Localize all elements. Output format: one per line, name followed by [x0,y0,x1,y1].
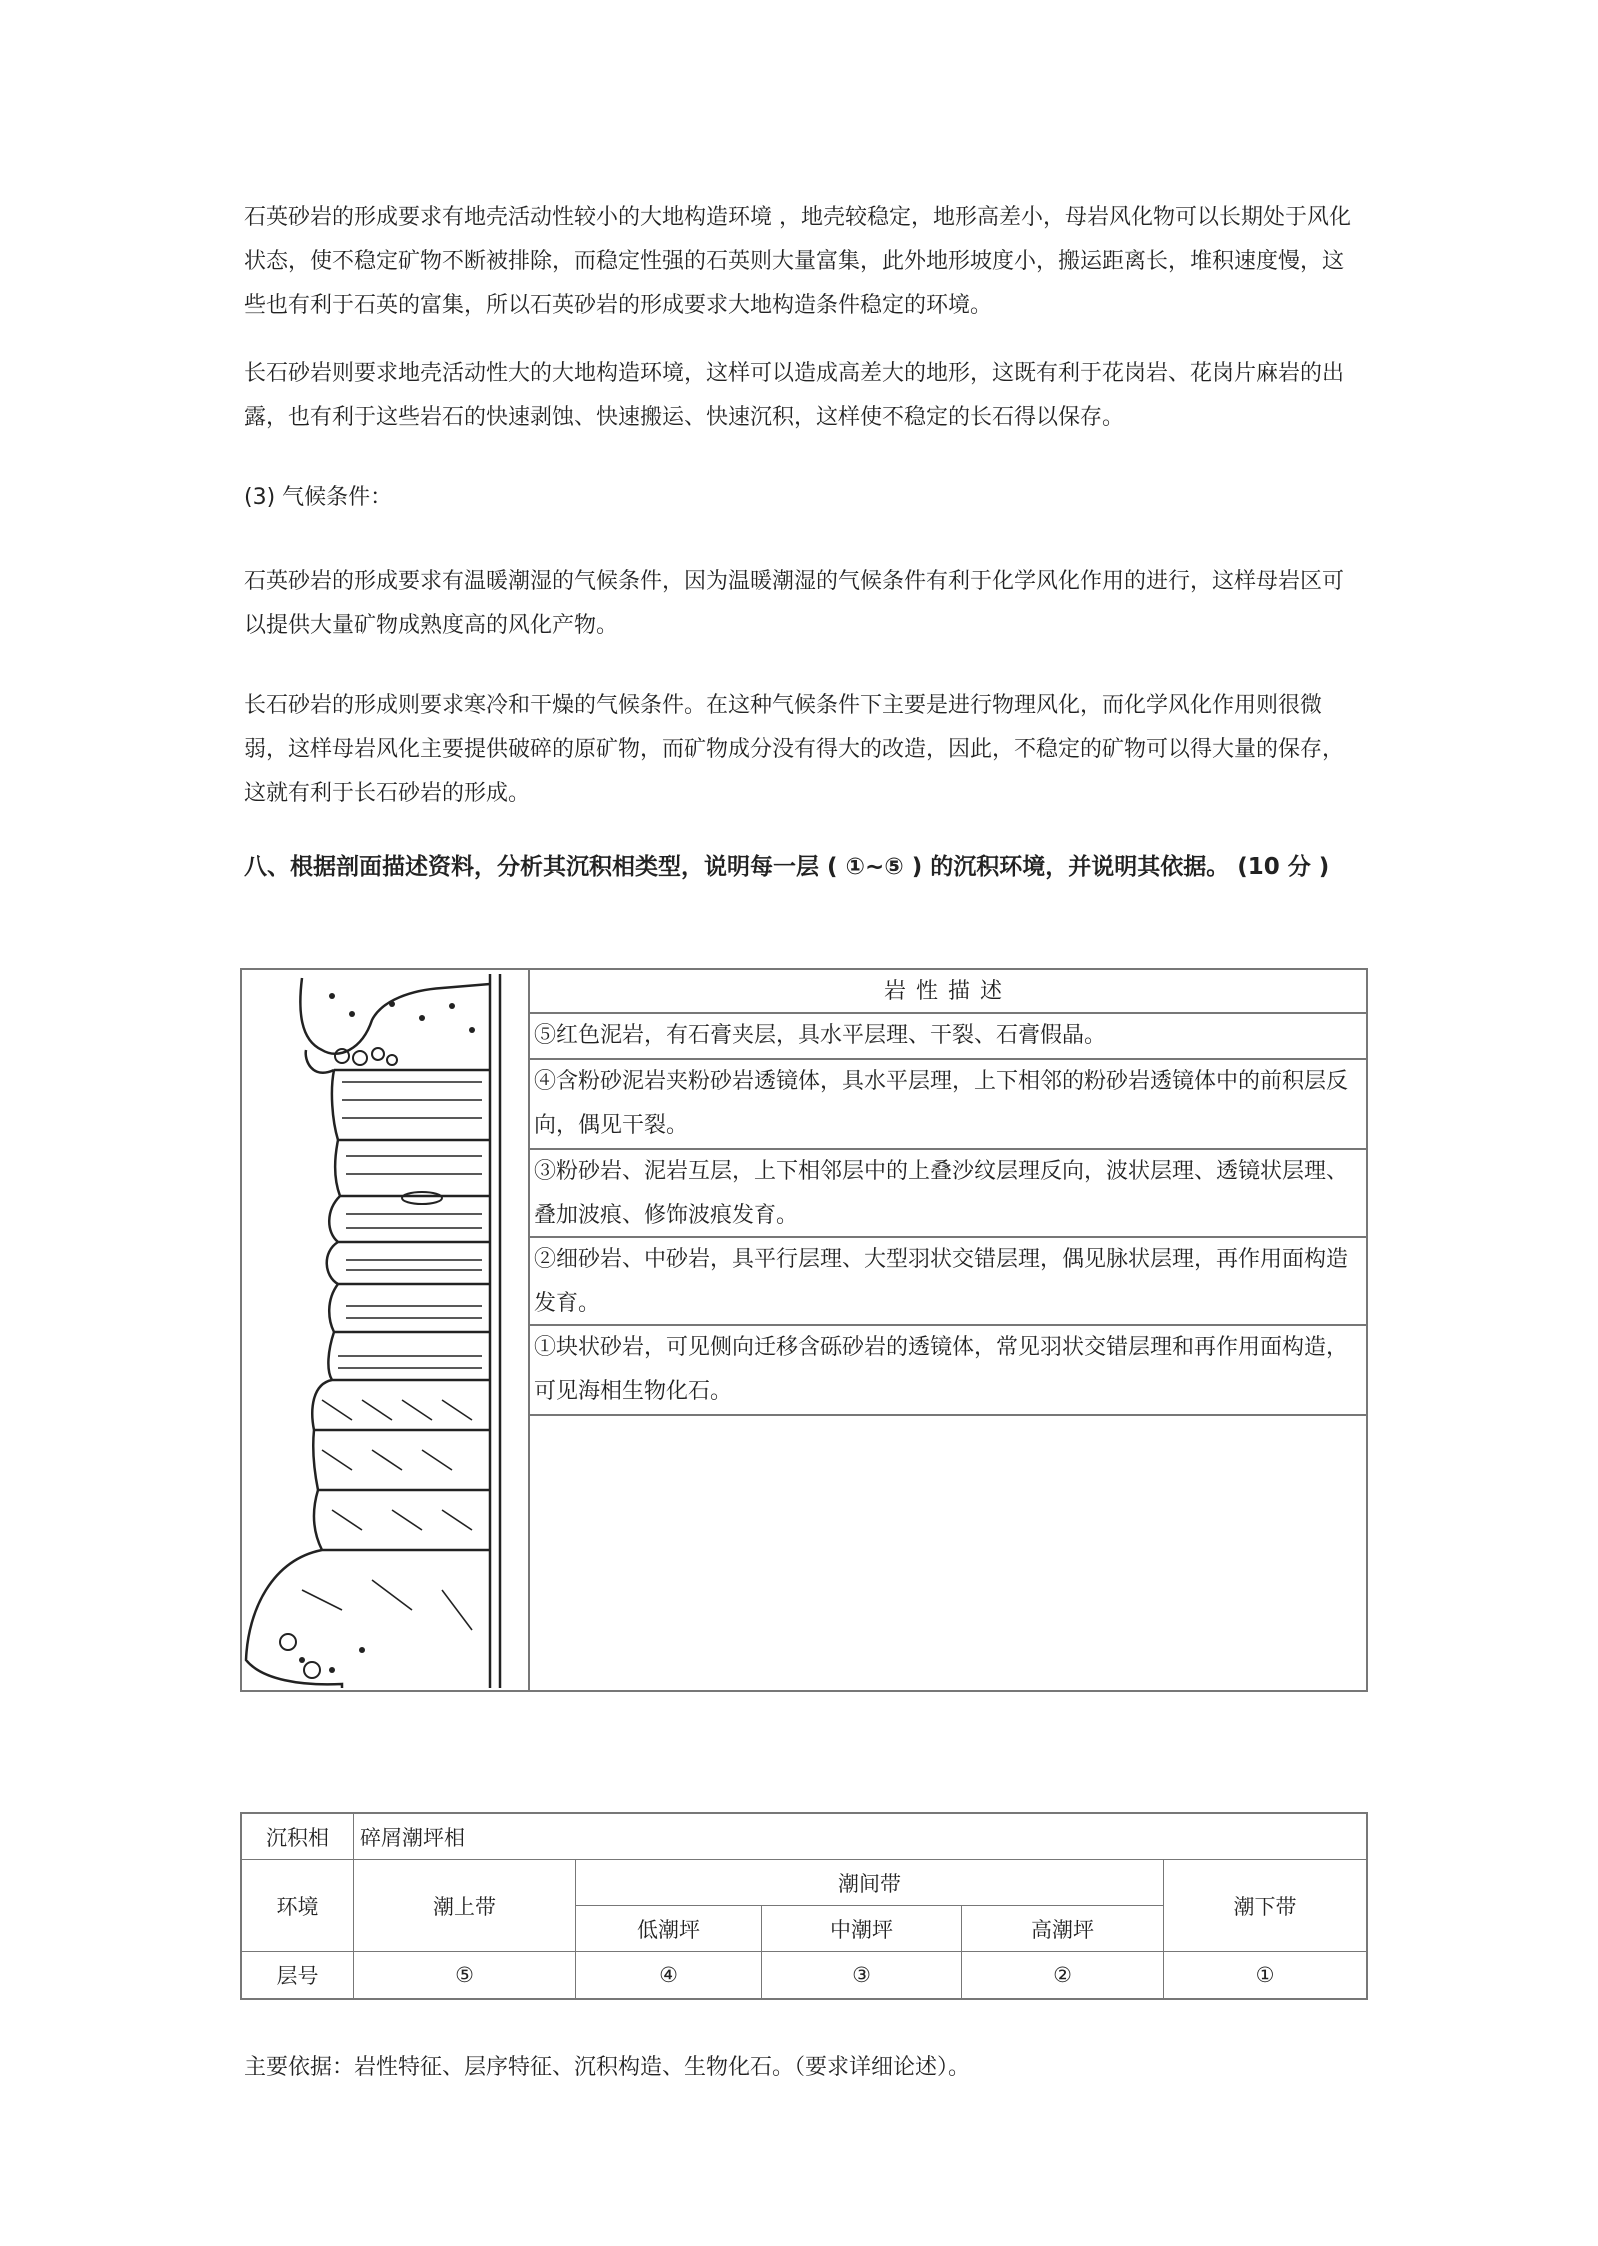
lithology-row-4: ④含粉砂泥岩夹粉砂岩透镜体，具水平层理，上下相邻的粉砂岩透镜体中的前积层反向，偶见干裂。 [530,1060,1366,1150]
layer-label: 层号 [242,1952,354,1998]
subheading-climate: (3) 气候条件： [244,485,393,510]
layer-number: ① [1255,1963,1275,1987]
layer-number: ② [962,1952,1164,1998]
supratidal-zone: 潮上带 [354,1860,576,1952]
lithology-header: 岩性描述 [530,970,1366,1014]
lithology-row-5: ⑤红色泥岩，有石膏夹层，具水平层理、干裂、石膏假晶。 [530,1014,1366,1060]
lithology-row-3: ③粉砂岩、泥岩互层，上下相邻层中的上叠沙纹层理反向，波状层理、透镜状层理、叠加波痕、修饰波痕发育。 [530,1150,1366,1238]
lithology-row-1: ①块状砂岩，可见侧向迁移含砾砂岩的透镜体，常见羽状交错层理和再作用面构造，可见海相生物化石。 [530,1326,1366,1416]
low-tidal-flat: 低潮坪 [576,1906,762,1952]
layer-number: ④ [576,1952,762,1998]
facies-value: 碎屑潮坪相 [354,1814,1366,1860]
paragraph-quartz-tectonic: 石英砂岩的形成要求有地壳活动性较小的大地构造环境 ，地壳较稳定，地形高差小，母岩风化物可以长期处于风化状态，使不稳定矿物不断被排除，而稳定性强的石英则大量富集，此外地形坡度小，搬运距离长，堆积速度慢，这些也有利于石英的富集，所以石英砂岩的形成要求大地构造条件稳定的环境。 [244,205,1351,318]
facies-label: 沉积相 [242,1814,354,1860]
subtidal-zone: 潮下带 [1164,1860,1366,1952]
stratigraphic-column-drawing [242,970,528,1690]
high-tidal-flat: 高潮坪 [962,1906,1164,1952]
paragraph-quartz-climate: 石英砂岩的形成要求有温暖潮湿的气候条件，因为温暖潮湿的气候条件有利于化学风化作用的进行，这样母岩区可以提供大量矿物成熟度高的风化产物。 [244,569,1345,638]
environment-label: 环境 [242,1860,354,1952]
layer-number: ③ [762,1952,962,1998]
paragraph-arkose-climate: 长石砂岩的形成则要求寒冷和干燥的气候条件。在这种气候条件下主要是进行物理风化，而化学风化作用则很微弱，这样母岩风化主要提供破碎的原矿物，而矿物成分没有得大的改造，因此，不稳定的矿物可以得大量的保存，这就有利于长石砂岩的形成。 [244,693,1345,806]
lithology-description-column [530,970,1366,1690]
section-figure-table [240,968,1368,1692]
layer-number: ⑤ [354,1952,576,1998]
main-basis-note: 主要依据：岩性特征、层序特征、沉积构造、生物化石。（要求详细论述）。 [244,2055,971,2080]
mid-tidal-flat: 中潮坪 [762,1906,962,1952]
question-eight: 八、根据剖面描述资料，分析其沉积相类型，说明每一层 ( ①~⑤ ) 的沉积环境，并说明其依据。 (10 分 ) [244,854,1330,880]
intertidal-zone: 潮间带 [576,1860,1164,1906]
stratigraphic-column [242,970,530,1690]
paragraph-arkose-tectonic: 长石砂岩则要求地壳活动性大的大地构造环境，这样可以造成高差大的地形，这既有利于花岗岩、花岗片麻岩的出露，也有利于这些岩石的快速剥蚀、快速搬运、快速沉积，这样使不稳定的长石得以保存。 [244,361,1345,430]
lithology-row-2: ②细砂岩、中砂岩，具平行层理、大型羽状交错层理，偶见脉状层理，再作用面构造发育。 [530,1238,1366,1326]
facies-table [240,1812,1368,2000]
